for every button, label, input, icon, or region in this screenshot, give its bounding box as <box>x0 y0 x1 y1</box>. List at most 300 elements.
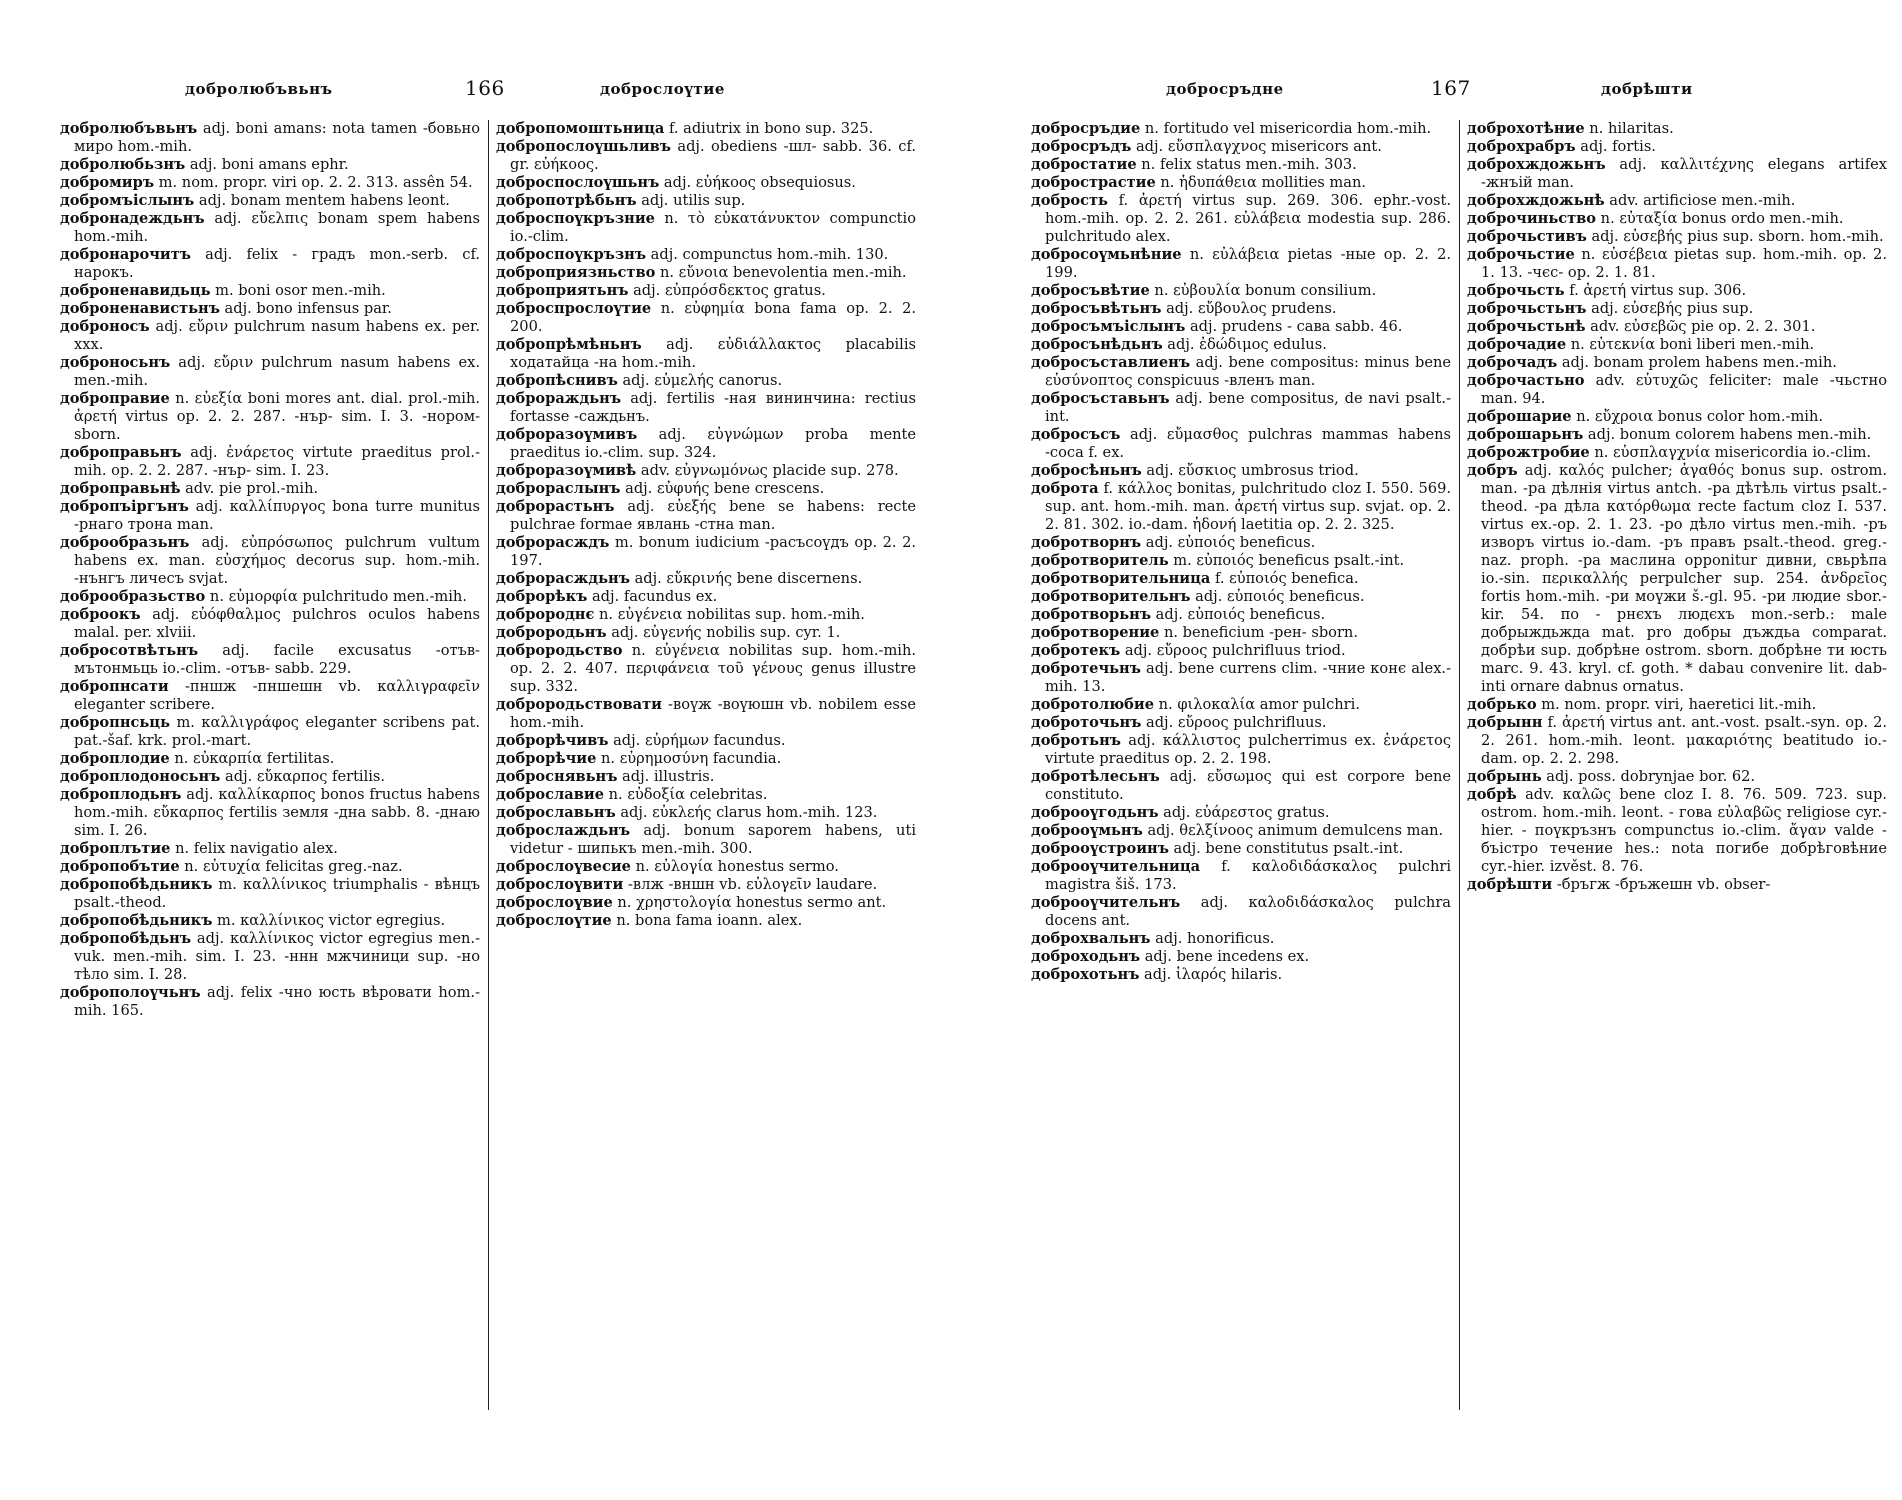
dictionary-entry <box>60 120 480 156</box>
entry-definition: adj. fertilis -ная вининчина: rectius fortasse -саждьнъ. <box>510 390 916 425</box>
entry-definition: adj. bene constitutus psalt.-int. <box>1168 840 1404 857</box>
entry-definition: adj. εὔελπις bonam spem habens hom.-mih. <box>74 210 480 245</box>
page-167 <box>951 0 1902 1500</box>
entry-headword: доброcть <box>1031 192 1108 209</box>
entry-definition: n. εὐτεκνία boni liberi men.-mih. <box>1566 336 1815 353</box>
column-right <box>1467 120 1887 894</box>
dictionary-entry <box>60 246 480 282</box>
entry-definition: adv. εὐτυχῶς feliciter: male -чьстно man. 94. <box>1481 372 1887 407</box>
entry-definition: n. εὐλάβεια pietas -ные op. 2. 2. 199. <box>1045 246 1451 281</box>
entry-definition: adj. καλλιτέχνης elegans artifex -жнъій man. <box>1481 156 1887 191</box>
dictionary-entry <box>60 354 480 390</box>
dictionary-entry <box>60 714 480 750</box>
entry-definition: -бръгж -бръжешн vb. obser- <box>1552 876 1771 893</box>
entry-headword: доброоүчительница <box>1031 858 1201 875</box>
entry-headword: доброчьстьнъ <box>1467 300 1587 317</box>
entry-headword: доброчадие <box>1467 336 1567 353</box>
dictionary-entry <box>496 858 916 876</box>
entry-definition: n. εὐφημία bona fama op. 2. 2. 200. <box>510 300 916 335</box>
entry-definition: m. καλλίνικος victor egregius. <box>212 912 446 929</box>
dictionary-entry <box>1467 786 1887 876</box>
dictionary-entry <box>1031 768 1451 804</box>
dictionary-entry <box>1467 408 1887 426</box>
entry-definition: n. εὔνοια benevolentia men.-mih. <box>655 264 907 281</box>
entry-definition: adj. εὐρήμων facundus. <box>608 732 786 749</box>
dictionary-entry <box>60 912 480 930</box>
entry-headword: добропобѣдьникъ <box>60 912 213 929</box>
dictionary-entry <box>60 174 480 192</box>
dictionary-entry <box>60 318 480 354</box>
entry-headword: доброспоүкръзнъ <box>496 246 647 263</box>
entry-definition: adj. εὐπρόσδεκτος gratus. <box>628 282 826 299</box>
entry-definition: -влж -вншн vb. εὐλογεῖν laudare. <box>623 876 878 893</box>
entry-definition: n. fortitudo vel misericordia hom.-mih. <box>1140 120 1432 137</box>
entry-definition: f. ἀρετή virtus sup. 269. 306. ephr.-vost. hom.-mih. op. 2. 2. 261. εὐλάβεια modestia sup. 286. pulchritudo alex. <box>1045 192 1451 245</box>
entry-definition: adj. bonam prolem habens men.-mih. <box>1557 354 1837 371</box>
dictionary-entry <box>60 156 480 174</box>
dictionary-entry <box>1031 948 1451 966</box>
entry-definition: f. εὐποιός benefica. <box>1210 570 1359 587</box>
entry-headword: доброхотѣние <box>1467 120 1585 137</box>
entry-definition: n. φιλοκαλία amor pulchri. <box>1154 696 1360 713</box>
entry-definition: f. adiutrix in bono sup. 325. <box>664 120 874 137</box>
dictionary-entry <box>60 606 480 642</box>
entry-headword: добросръдъ <box>1031 138 1132 155</box>
entry-definition: n. εὐσέβεια pietas sup. hom.-mih. op. 2. 1. 13. -чєс- op. 2. 1. 81. <box>1481 246 1887 281</box>
entry-headword: доброшарьнъ <box>1467 426 1584 443</box>
entry-headword: доброприязньство <box>496 264 656 281</box>
dictionary-entry <box>1031 570 1451 588</box>
entry-definition: adj. εὐποιός beneficus. <box>1141 534 1316 551</box>
dictionary-entry <box>1467 246 1887 282</box>
entry-definition: -воүж -воүюшн vb. nobilem esse hom.-mih. <box>510 696 916 731</box>
entry-headword: доброраждьнъ <box>496 390 622 407</box>
entry-definition: adj. εὐσεβής pius sup. sborn. hom.-mih. <box>1586 228 1884 245</box>
dictionary-entry <box>496 372 916 390</box>
dictionary-entry <box>1467 192 1887 210</box>
dictionary-entry <box>1467 372 1887 408</box>
entry-headword: доброполоүчьнъ <box>60 984 201 1001</box>
entry-headword: доброобразьнъ <box>60 534 190 551</box>
entry-definition: m. καλλίνικος triumphalis - вѣнцъ psalt.-theod. <box>74 876 480 911</box>
dictionary-entry <box>60 282 480 300</box>
page-number: 166 <box>465 76 505 100</box>
entry-definition: adj. καλός pulcher; ἀγαθός bonus sup. ostrom. man. -ра дѣлнія virtus antch. -ра дѣтѣль virtus psalt.-theod. -ра дѣла κατόρθωμα recte factum cloz I. 537. virtus ex.-op. 2. 1. 23. -ро дѣло virtus men.-mih. -ръ изворъ virtus io.-dam. -ръ правъ psalt.-theod. greg.-naz. proph. -ра маслина opponitur дивни, свьрѣпа io.-sin. περικαλλής perpulcher sup. 254. ἀνδρεῖος fortis hom.-mih. -ри моүжи š.-gl. 95. -ри людие sbor.-kir. 54. по - рнєхъ людєхъ mon.-serb.: male добрыждьжда mat. pro добры дъждьа comparat. добрѣи sup. добрѣне ostrom. sborn. добрѣне ти юсть marc. 9. 43. kryl. cf. goth. * dabau convenire lit. dab-inti ornare dabnus ornatus. <box>1481 462 1887 695</box>
running-head-left: добролюбъвьнъ <box>185 80 333 98</box>
entry-headword: доброжтробие <box>1467 444 1590 461</box>
entry-definition: n. εὐρημοσύνη facundia. <box>596 750 782 767</box>
entry-headword: доброхрабръ <box>1467 138 1576 155</box>
entry-headword: доброрѣкъ <box>496 588 588 605</box>
entry-definition: n. εὐκαρπία fertilitas. <box>169 750 335 767</box>
dictionary-entry <box>60 768 480 786</box>
entry-definition: f. ἀρετή virtus ant. ant.-vost. psalt.-syn. op. 2. 2. 261. hom.-mih. leont. μακαριότης beatitudo io.-dam. op. 2. 2. 298. <box>1481 714 1887 767</box>
entry-definition: adv. εὐγνωμόνως placide sup. 278. <box>636 462 899 479</box>
entry-headword: доброходьнъ <box>1031 948 1141 965</box>
entry-headword: доброплътие <box>60 840 171 857</box>
dictionary-entry <box>1467 120 1887 138</box>
dictionary-entry <box>60 930 480 984</box>
entry-headword: доброслоүвие <box>496 894 613 911</box>
entry-definition: adj. εὐφυής bene crescens. <box>620 480 825 497</box>
dictionary-entry <box>496 264 916 282</box>
entry-definition: adj. εὔριν pulchrum nasum habens ex. per. xxx. <box>74 318 480 353</box>
dictionary-entry <box>1031 822 1451 840</box>
dictionary-entry <box>1467 300 1887 318</box>
entry-definition: adj. bene incedens ex. <box>1140 948 1310 965</box>
entry-headword: добрѣшти <box>1467 876 1553 893</box>
dictionary-entry <box>60 786 480 840</box>
entry-headword: добротворнъ <box>1031 534 1142 551</box>
entry-headword: добротьнъ <box>1031 732 1121 749</box>
entry-headword: добрынн <box>1467 714 1543 731</box>
dictionary-entry <box>1031 714 1451 732</box>
entry-headword: доброправьнъ <box>60 444 182 461</box>
dictionary-entry <box>1031 318 1451 336</box>
entry-definition: adj. facile excusatus -отъв- мътонмьць io.-clim. -отъв- sabb. 229. <box>74 642 480 677</box>
entry-headword: добротекъ <box>1031 642 1121 659</box>
entry-definition: adj. καλλίκαρπος bonos fructus habens hom.-mih. εὔκαρπος fertilis земля -дна sabb. 8. -днаю sim. I. 26. <box>74 786 480 839</box>
entry-headword: доброшарие <box>1467 408 1572 425</box>
entry-definition: n. ἡδυπάθεια mollities man. <box>1155 174 1366 191</box>
entry-definition: n. τὸ εὐκατάνυκτον compunctio io.-clim. <box>510 210 916 245</box>
entry-headword: добророднє <box>496 606 595 623</box>
entry-headword: доброплодьнъ <box>60 786 182 803</box>
entry-definition: adj. εὔροος pulchrifluus. <box>1141 714 1327 731</box>
entry-headword: доброхждожьнъ <box>1467 156 1606 173</box>
column-divider <box>488 120 489 1410</box>
entry-definition: adj. εὐδιάλλακτος placabilis ходатайца -на hom.-mih. <box>510 336 916 371</box>
entry-headword: доброокъ <box>60 606 141 623</box>
entry-definition: adj. boni amans ephr. <box>185 156 349 173</box>
entry-headword: доброраслынъ <box>496 480 621 497</box>
entry-definition: adj. illustris. <box>617 768 715 785</box>
entry-definition: adj. honorificus. <box>1150 930 1275 947</box>
dictionary-entry <box>1031 642 1451 660</box>
entry-definition: adj. poss. dobrynjae bor. 62. <box>1541 768 1756 785</box>
entry-headword: доброслаждьнъ <box>496 822 631 839</box>
entry-headword: добрынь <box>1467 768 1542 785</box>
dictionary-entry <box>496 912 916 930</box>
dictionary-entry <box>496 426 916 462</box>
entry-headword: добросръдие <box>1031 120 1141 137</box>
dictionary-entry <box>60 210 480 246</box>
entry-definition: adv. artificiose men.-mih. <box>1604 192 1796 209</box>
entry-definition: m. bonum iudicium -расъсоүдъ op. 2. 2. 197. <box>510 534 916 569</box>
entry-definition: adj. εὐποιός beneficus. <box>1190 588 1365 605</box>
dictionary-entry <box>60 840 480 858</box>
entry-definition: adj. compunctus hom.-mih. 130. <box>646 246 889 263</box>
dictionary-entry <box>496 768 916 786</box>
dictionary-entry <box>496 210 916 246</box>
dictionary-entry <box>496 534 916 570</box>
entry-definition: adj. εὐποιός beneficus. <box>1151 606 1326 623</box>
dictionary-entry <box>1467 462 1887 696</box>
dictionary-entry <box>60 984 480 1020</box>
dictionary-entry <box>1031 246 1451 282</box>
entry-definition: adj. boni amans: nota tamen -бовьно миро hom.-mih. <box>74 120 480 155</box>
entry-headword: добросънѣдьнъ <box>1031 336 1163 353</box>
entry-headword: добростраcтие <box>1031 174 1156 191</box>
running-head <box>0 76 951 110</box>
column-left <box>1031 120 1451 984</box>
entry-definition: adv. καλῶς bene cloz I. 8. 76. 509. 723. sup. ostrom. hom.-mih. leont. - гова εὐλαβῶς religiose cyr.-hier. - поүкръзнъ compunctus io.-clim. ἄγαν valde - бъістро течение hes.: nota погибе добрѣговѣние cyr.-hier. izvěst. 8. 76. <box>1481 786 1887 875</box>
entry-headword: добропнсати <box>60 678 169 695</box>
entry-headword: доброразоүмивъ <box>496 426 638 443</box>
entry-headword: доброрѣчивъ <box>496 732 609 749</box>
entry-headword: добротворитель <box>1031 552 1169 569</box>
entry-definition: adj. bonum colorem habens men.-mih. <box>1583 426 1872 443</box>
entry-headword: добросотвѣтьнъ <box>60 642 199 659</box>
dictionary-entry <box>1031 858 1451 894</box>
dictionary-entry <box>496 696 916 732</box>
entry-headword: добросъмъіслынъ <box>1031 318 1186 335</box>
entry-headword: доброобразьство <box>60 588 206 605</box>
dictionary-entry <box>1031 300 1451 318</box>
dictionary-entry <box>496 390 916 426</box>
entry-definition: f. ἀρετή virtus sup. 306. <box>1564 282 1747 299</box>
dictionary-entry <box>496 138 916 174</box>
entry-definition: n. εὐσπλαγχνία misericordia io.-clim. <box>1589 444 1872 461</box>
entry-headword: добромъіслынъ <box>60 192 195 209</box>
dictionary-entry <box>496 462 916 480</box>
entry-definition: adj. ἐδώδιμος edulus. <box>1162 336 1327 353</box>
entry-definition: n. εὐγένεια nobilitas sup. hom.-mih. op. 2. 2. 407. περιφάνεια τοῦ γένους genus illustre sup. 332. <box>510 642 916 695</box>
entry-headword: добръ <box>1467 462 1518 479</box>
dictionary-entry <box>496 192 916 210</box>
dictionary-entry <box>1031 534 1451 552</box>
entry-headword: доброродьство <box>496 642 623 659</box>
entry-definition: n. εὐγένεια nobilitas sup. hom.-mih. <box>594 606 865 623</box>
dictionary-entry <box>496 876 916 894</box>
column-divider <box>1459 120 1460 1410</box>
entry-definition: n. εὐμορφία pulchritudo men.-mih. <box>205 588 467 605</box>
entry-definition: adj. καλλίνικος victor egregius men.-vuk. men.-mih. sim. I. 23. -ннн мжчиници sup. -но тѣло sim. I. 28. <box>74 930 480 983</box>
entry-definition: adj. εὐήκοος obsequiosus. <box>659 174 856 191</box>
entry-headword: добролюбьзнъ <box>60 156 186 173</box>
entry-headword: доброчиньство <box>1467 210 1597 227</box>
entry-headword: добролюбъвьнъ <box>60 120 198 137</box>
entry-definition: n. felix navigatio alex. <box>170 840 338 857</box>
entry-definition: adj. bono infensus par. <box>219 300 392 317</box>
dictionary-entry <box>60 858 480 876</box>
dictionary-entry <box>496 606 916 624</box>
page-number: 167 <box>1431 76 1471 100</box>
entry-definition: adj. εὔροος pulchrifluus triod. <box>1120 642 1346 659</box>
dictionary-entry <box>1031 840 1451 858</box>
entry-headword: добромиръ <box>60 174 155 191</box>
dictionary-entry <box>496 804 916 822</box>
entry-headword: добротворительница <box>1031 570 1211 587</box>
entry-definition: f. κάλλος bonitas, pulchritudo cloz I. 550. 569. sup. ant. hom.-mih. man. ἀρετή virtus sup. svjat. op. 2. 2. 81. 302. io.-dam. ἡδονή laetitia op. 2. 2. 325. <box>1045 480 1451 533</box>
dictionary-entry <box>1467 282 1887 300</box>
entry-headword: добропотрѣбьнъ <box>496 192 637 209</box>
dictionary-entry <box>1031 120 1451 138</box>
running-head-left: добросръдне <box>1166 80 1284 98</box>
entry-definition: n. hilaritas. <box>1584 120 1674 137</box>
entry-headword: доброоүмьнъ <box>1031 822 1143 839</box>
dictionary-entry <box>60 192 480 210</box>
dictionary-entry <box>496 786 916 804</box>
dictionary-entry <box>1031 588 1451 606</box>
entry-definition: adj. fortis. <box>1575 138 1656 155</box>
entry-definition: adj. ἐνάρετος virtute praeditus prol.-mih. op. 2. 2. 287. -нър- sim. I. 23. <box>74 444 480 479</box>
dictionary-entry <box>60 678 480 714</box>
entry-definition: adj. bonam mentem habens leont. <box>194 192 450 209</box>
entry-definition: adv. pie prol.-mih. <box>180 480 319 497</box>
entry-headword: доброплодие <box>60 750 170 767</box>
entry-definition: adj. εὔσπλαγχνος misericors ant. <box>1131 138 1382 155</box>
entry-headword: доброхвальнъ <box>1031 930 1151 947</box>
dictionary-entry <box>1031 282 1451 300</box>
dictionary-entry <box>60 588 480 606</box>
entry-headword: добросъвѣтьнъ <box>1031 300 1162 317</box>
dictionary-entry <box>60 498 480 534</box>
dictionary-entry <box>496 822 916 858</box>
dictionary-entry <box>60 876 480 912</box>
dictionary-entry <box>1467 876 1887 894</box>
entry-headword: добропъіргънъ <box>60 498 189 515</box>
entry-headword: доброоүстроинъ <box>1031 840 1169 857</box>
dictionary-entry <box>496 732 916 750</box>
entry-definition: adj. εὐάρεστος gratus. <box>1158 804 1330 821</box>
dictionary-entry <box>1031 426 1451 462</box>
dictionary-entry <box>496 750 916 768</box>
entry-definition: adj. felix - градъ mon.-serb. cf. нарокъ. <box>74 246 480 281</box>
entry-headword: доброчьстьнѣ <box>1467 318 1586 335</box>
entry-definition: n. bona fama ioann. alex. <box>611 912 803 929</box>
dictionary-entry <box>60 480 480 498</box>
entry-headword: добротолюбие <box>1031 696 1155 713</box>
entry-definition: adv. εὐσεβῶς pie op. 2. 2. 301. <box>1585 318 1816 335</box>
dictionary-entry <box>496 246 916 264</box>
entry-definition: adj. εὐπρόσωπος pulchrum vultum habens ex. man. εὐσχήμος decorus sup. hom.-mih. -нънгъ личесъ svjat. <box>74 534 480 587</box>
entry-headword: добронадеждьнъ <box>60 210 205 227</box>
dictionary-entry <box>1031 336 1451 354</box>
entry-headword: доброчьсть <box>1467 282 1565 299</box>
entry-definition: m. καλλιγράφος eleganter scribens pat. pat.-šaf. krk. prol.-mart. <box>74 714 480 749</box>
entry-headword: добросѣньнъ <box>1031 462 1142 479</box>
entry-definition: -пншж -пншешн vb. καλλιγραφεῖν eleganter scribere. <box>74 678 480 713</box>
dictionary-entry <box>1031 930 1451 948</box>
dictionary-entry <box>1031 174 1451 192</box>
entry-headword: доброоүгодьнъ <box>1031 804 1159 821</box>
running-head-right: доброслоүтие <box>600 80 725 98</box>
dictionary-entry <box>496 498 916 534</box>
entry-definition: m. nom. propr. viri op. 2. 2. 313. assên 54. <box>154 174 473 191</box>
dictionary-entry <box>1467 336 1887 354</box>
entry-definition: adj. εὐκλεής clarus hom.-mih. 123. <box>615 804 878 821</box>
dictionary-entry <box>60 750 480 768</box>
dictionary-entry <box>496 570 916 588</box>
entry-headword: доброспоүкръзние <box>496 210 655 227</box>
dictionary-entry <box>60 300 480 318</box>
dictionary-entry <box>1467 696 1887 714</box>
entry-definition: n. beneficium -рен- sborn. <box>1159 624 1358 641</box>
entry-headword: добрько <box>1467 696 1537 713</box>
entry-headword: добропобътие <box>60 858 180 875</box>
entry-headword: добросъставьнъ <box>1031 390 1170 407</box>
entry-headword: доброславьнъ <box>496 804 616 821</box>
entry-headword: добронарочитъ <box>60 246 191 263</box>
entry-definition: adj. εὐμελής canorus. <box>617 372 783 389</box>
dictionary-entry <box>60 642 480 678</box>
entry-definition: n. εὐδοξία celebritas. <box>604 786 768 803</box>
entry-definition: adj. prudens - сава sabb. 46. <box>1185 318 1403 335</box>
column-right <box>496 120 916 930</box>
dictionary-entry <box>1031 552 1451 570</box>
dictionary-entry <box>496 642 916 696</box>
entry-definition: adj. ἱλαρός hilaris. <box>1139 966 1283 983</box>
entry-headword: доброродьнъ <box>496 624 607 641</box>
dictionary-entry <box>1031 732 1451 768</box>
entry-headword: добрѣ <box>1467 786 1517 803</box>
entry-headword: добротворение <box>1031 624 1160 641</box>
entry-definition: adj. εὐεξής bene se habens: recte pulchrae formae явлань -стна man. <box>510 498 916 533</box>
column-left <box>60 120 480 1020</box>
entry-definition: adj. εὔκρινής bene discernens. <box>629 570 863 587</box>
entry-definition: adj. utilis sup. <box>636 192 746 209</box>
dictionary-entry <box>496 336 916 372</box>
entry-definition: n. εὐταξία bonus ordo men.-mih. <box>1596 210 1844 227</box>
entry-headword: добропомоштьница <box>496 120 665 137</box>
entry-headword: доброоүчительнъ <box>1031 894 1181 911</box>
dictionary-entry <box>496 894 916 912</box>
entry-definition: f. καλοδιδάσκαλος pulchri magistra šiš. 173. <box>1045 858 1451 893</box>
dictionary-entry <box>1467 426 1887 444</box>
entry-headword: доброплодоносьнъ <box>60 768 221 785</box>
entry-definition: adj. καλοδιδάσκαλος pulchra docens ant. <box>1045 894 1451 929</box>
dictionary-entry <box>496 174 916 192</box>
entry-headword: доброрасждьнъ <box>496 570 630 587</box>
entry-definition: adj. felix -чно юсть вѣровати hom.-mih. 165. <box>74 984 480 1019</box>
entry-definition: adj. εὔσωμος qui est corpore bene constituto. <box>1045 768 1451 803</box>
dictionary-entry <box>1031 480 1451 534</box>
entry-headword: доброродьствовати <box>496 696 662 713</box>
dictionary-entry <box>1467 768 1887 786</box>
entry-definition: adj. εὐσεβής pius sup. <box>1586 300 1754 317</box>
dictionary-entry <box>496 480 916 498</box>
entry-headword: доброносьнъ <box>60 354 171 371</box>
entry-definition: adj. bonum saporem habens, uti videtur - шипькъ men.-mih. 300. <box>510 822 916 857</box>
entry-headword: добростатие <box>1031 156 1137 173</box>
dictionary-entry <box>1031 606 1451 624</box>
entry-definition: adj. obediens -шл- sabb. 36. cf. gr. εὐήκοος. <box>510 138 916 173</box>
entry-headword: добропрѣмѣньнъ <box>496 336 642 353</box>
dictionary-entry <box>1467 138 1887 156</box>
entry-definition: adj. facundus ex. <box>587 588 718 605</box>
dictionary-entry <box>1467 318 1887 336</box>
entry-headword: доброчьстие <box>1467 246 1575 263</box>
dictionary-entry <box>1031 462 1451 480</box>
dictionary-entry <box>496 282 916 300</box>
entry-headword: доброслоүвесие <box>496 858 631 875</box>
entry-headword: добротѣлесьнъ <box>1031 768 1160 785</box>
dictionary-entry <box>1467 354 1887 372</box>
entry-definition: m. boni osor men.-mih. <box>210 282 386 299</box>
dictionary-entry <box>1031 390 1451 426</box>
dictionary-entry <box>1467 156 1887 192</box>
entry-headword: доброта <box>1031 480 1099 497</box>
entry-headword: доброчьстивъ <box>1467 228 1587 245</box>
entry-definition: n. εὐεξία boni mores ant. dial. prol.-mih. ἀρετή virtus op. 2. 2. 287. -нър- sim. I. 3. -нором- sborn. <box>74 390 480 443</box>
entry-headword: доброслоүтие <box>496 912 612 929</box>
dictionary-entry <box>60 444 480 480</box>
entry-definition: n. εὐλογία honestus sermo. <box>630 858 839 875</box>
dictionary-entry <box>1467 714 1887 768</box>
entry-definition: adj. καλλίπυργος bona turre munitus -рнаго трона man. <box>74 498 480 533</box>
entry-headword: доброслоүвити <box>496 876 624 893</box>
